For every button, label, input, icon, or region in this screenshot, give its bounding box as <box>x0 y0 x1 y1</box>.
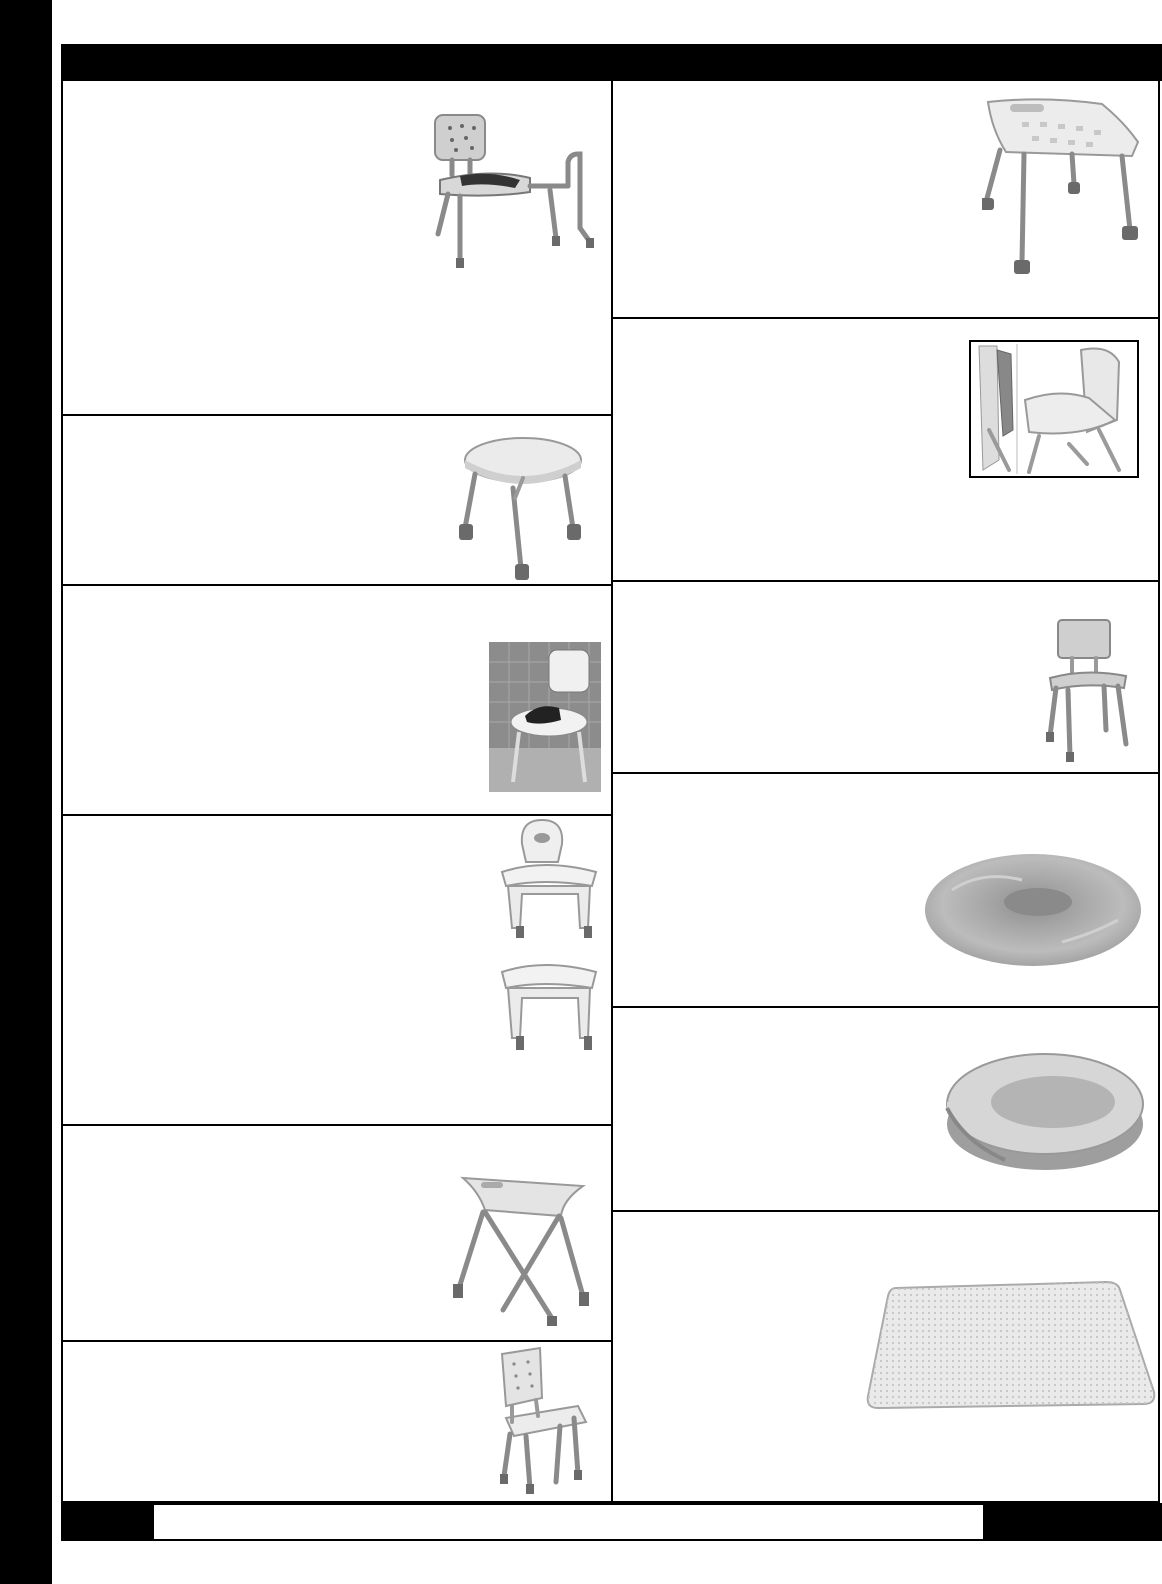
folding-bath-bench-icon <box>443 1170 598 1326</box>
molded-bath-seat-with-back-icon <box>500 816 600 1078</box>
folding-shower-seat-icon <box>969 340 1139 478</box>
shower-chair-with-back-icon <box>494 1346 594 1494</box>
foam-bath-mat-icon <box>866 1280 1156 1412</box>
column-divider <box>611 81 613 1505</box>
row-divider <box>61 414 612 416</box>
row-divider <box>61 1340 612 1342</box>
row-divider <box>612 317 1160 319</box>
inflatable-shampoo-basin-icon <box>945 1042 1145 1176</box>
ring-cushion-icon <box>922 850 1144 970</box>
shower-stool-icon <box>982 94 1142 282</box>
row-divider <box>61 1124 612 1126</box>
footer-text-band <box>154 1505 983 1539</box>
molded-bath-bench-icon <box>502 965 596 1050</box>
left-margin-bar <box>0 0 52 1584</box>
transfer-bench-icon <box>430 110 610 276</box>
row-divider <box>612 1006 1160 1008</box>
row-divider <box>612 772 1160 774</box>
row-divider <box>61 584 612 586</box>
row-divider <box>612 1210 1160 1212</box>
padded-shower-chair-icon <box>1046 616 1136 766</box>
row-divider <box>612 580 1160 582</box>
header-bar <box>61 44 1162 81</box>
round-shower-stool-icon <box>455 428 590 583</box>
bathtub-chair-photo-icon <box>489 642 601 792</box>
footer-bar <box>61 1503 1162 1541</box>
